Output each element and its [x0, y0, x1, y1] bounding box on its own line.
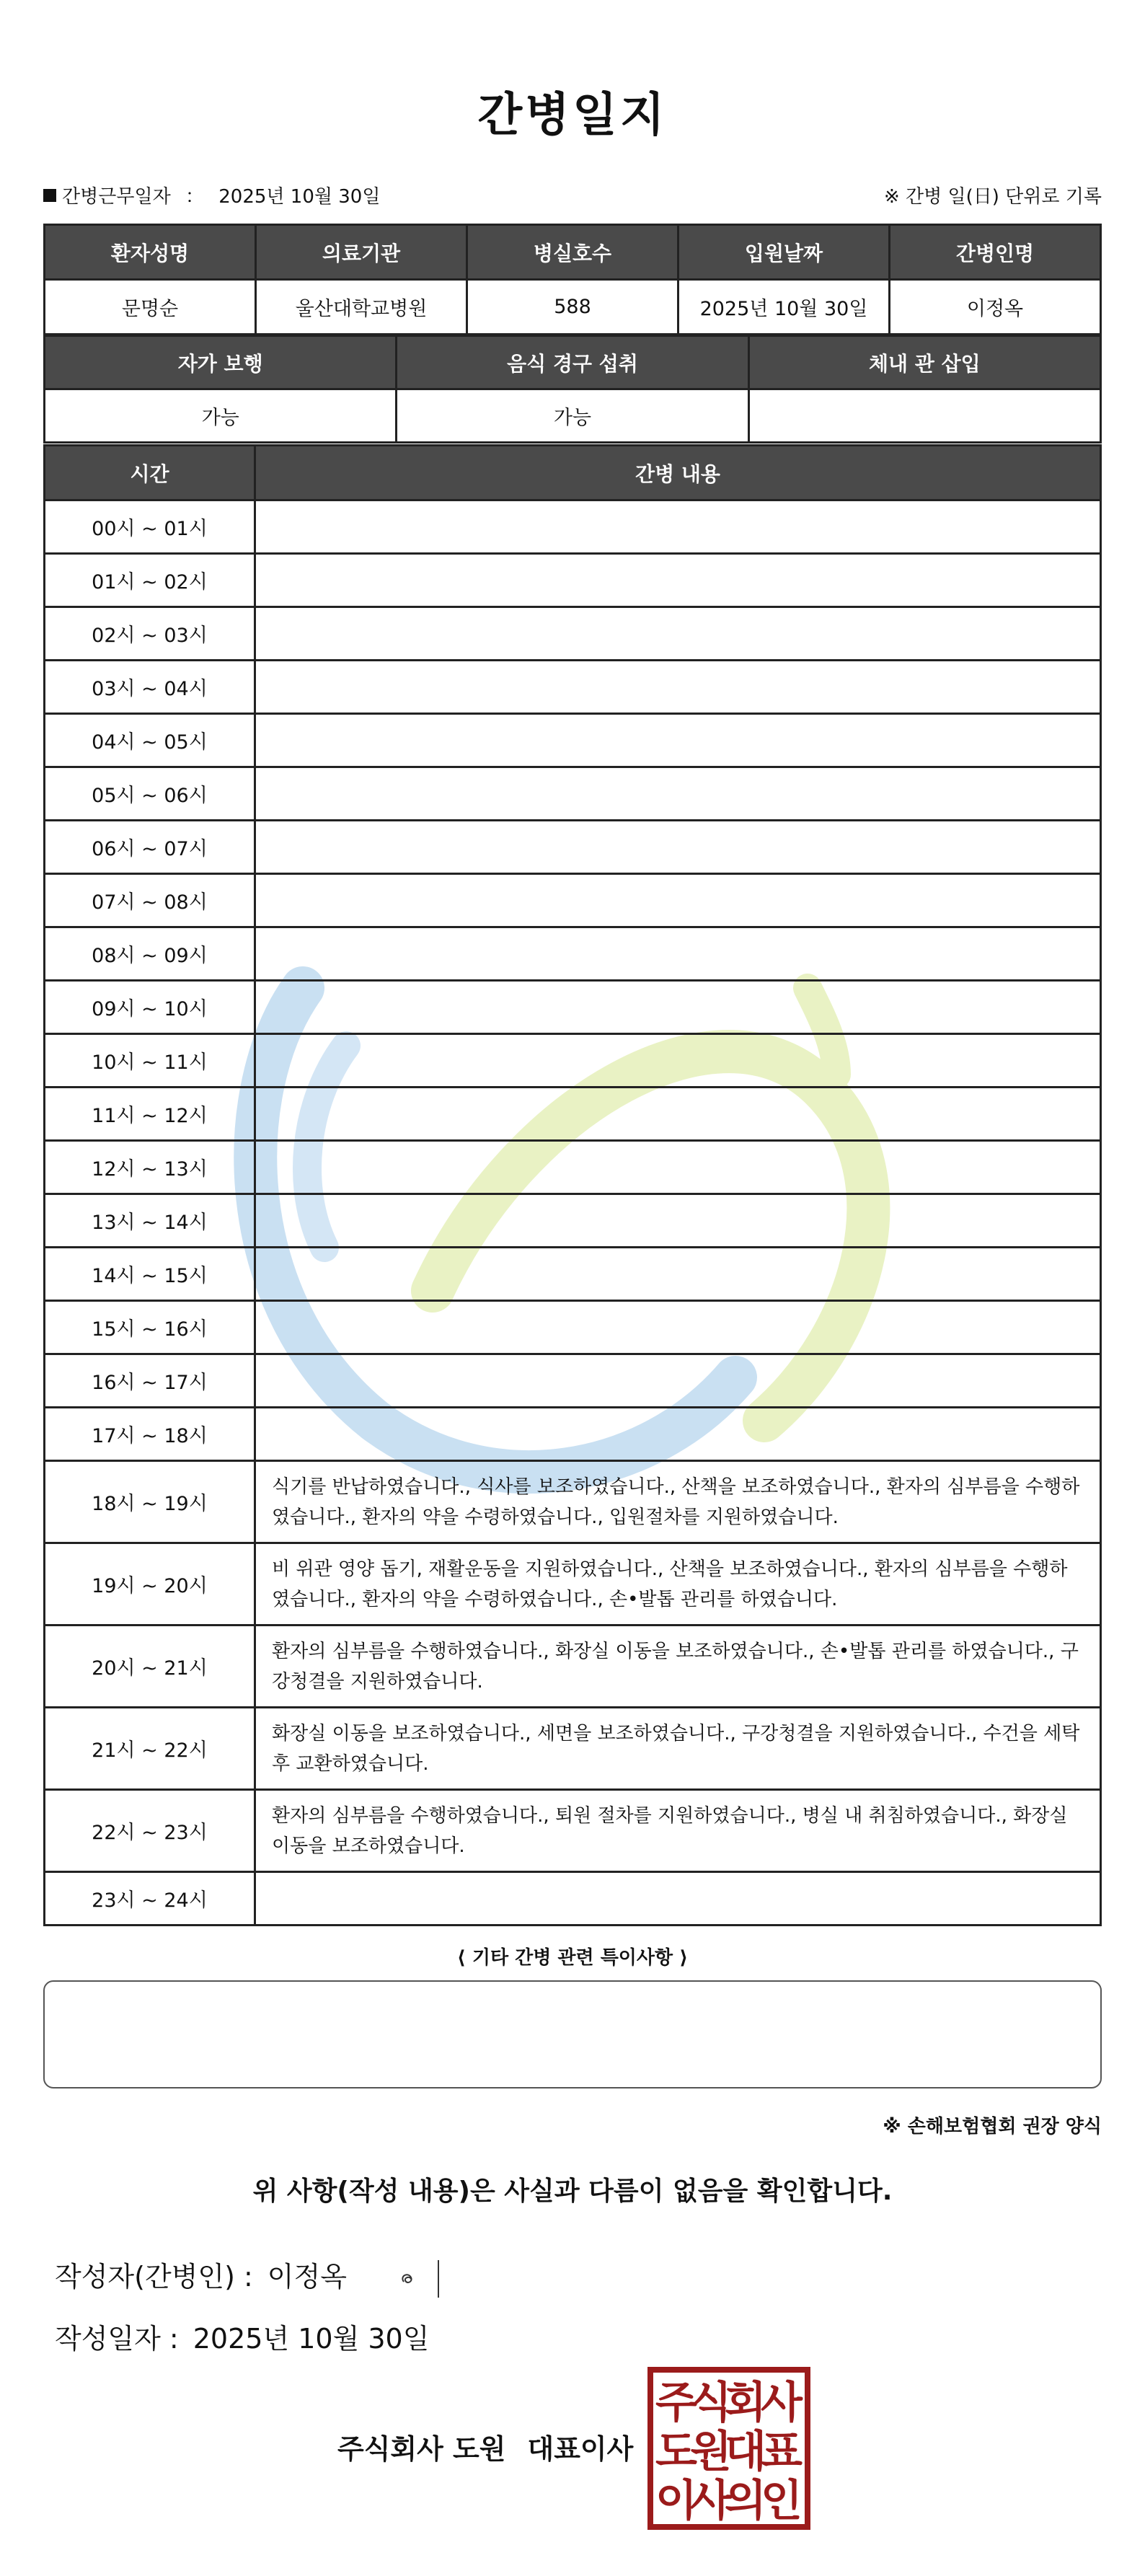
table-row: [45, 1872, 1101, 1926]
table-row: [45, 927, 1101, 981]
table-row: [45, 1034, 1101, 1088]
table-row: [45, 1354, 1101, 1408]
log-time: 18시 ~ 19시: [45, 1461, 255, 1543]
svg-text:사: 사: [761, 2378, 803, 2428]
form-note: ※ 손해보험협회 권장 양식: [883, 2116, 1102, 2138]
company-rep: 대표이사: [527, 2433, 634, 2465]
header-caregiver-name: 간병인명: [890, 225, 1101, 280]
log-content: 화장실 이동을 보조하였습니다., 세면을 보조하였습니다., 구강청결을 지원하였습니다., 수건을 세탁 후 교환하였습니다.: [255, 1708, 1101, 1790]
work-date: [43, 182, 380, 208]
table-row: [45, 714, 1101, 767]
header-tube-insertion: 체내 관 삽입: [748, 336, 1100, 389]
square-bullet-icon: [43, 189, 56, 202]
log-content: [255, 500, 1101, 554]
table-row: [45, 661, 1101, 714]
written-date-line: [55, 2316, 429, 2356]
log-time: 11시 ~ 12시: [45, 1088, 255, 1141]
table-row: [45, 554, 1101, 607]
written-date-value: 2025년 10월 30일: [193, 2323, 430, 2355]
log-content: [255, 607, 1101, 661]
log-content: [255, 1872, 1101, 1926]
table-row: [45, 767, 1101, 821]
log-time: 23시 ~ 24시: [45, 1872, 255, 1926]
meta-row: [43, 182, 1102, 211]
confirmation-statement: 위 사항(작성 내용)은 사실과 다름이 없음을 확인합니다.: [252, 2176, 893, 2206]
log-time: 04시 ~ 05시: [45, 714, 255, 767]
log-content: [255, 554, 1101, 607]
header-room-number: 병실호수: [467, 225, 678, 280]
log-time: 13시 ~ 14시: [45, 1194, 255, 1248]
log-time: 14시 ~ 15시: [45, 1248, 255, 1301]
table-row: [45, 1790, 1101, 1872]
company-name: 주식회사 도원: [337, 2433, 506, 2465]
written-date-label: 작성일자 :: [55, 2323, 179, 2355]
header-hospital: 의료기관: [256, 225, 467, 280]
patient-status-table: [43, 335, 1102, 444]
log-content: [255, 1194, 1101, 1248]
log-content: 식기를 반납하였습니다., 식사를 보조하였습니다., 산책을 보조하였습니다., 환자의 심부름을 수행하였습니다., 환자의 약을 수령하였습니다., 입원절차를 지원하였습니다.: [255, 1461, 1101, 1543]
signature-mark: [389, 2257, 447, 2301]
work-date-separator: ：: [185, 186, 204, 208]
svg-text:식: 식: [690, 2378, 732, 2428]
writer-name: 이정옥: [267, 2261, 347, 2293]
log-content: 환자의 심부름을 수행하였습니다., 퇴원 절차를 지원하였습니다., 병실 내 취침하였습니다., 화장실 이동을 보조하였습니다.: [255, 1790, 1101, 1872]
tube-insertion: [748, 389, 1100, 443]
log-content: [255, 1088, 1101, 1141]
log-content: [255, 1354, 1101, 1408]
log-content: [255, 714, 1101, 767]
log-time: 15시 ~ 16시: [45, 1301, 255, 1354]
svg-text:이: 이: [655, 2476, 697, 2526]
log-content: [255, 927, 1101, 981]
writer-line: [55, 2254, 347, 2294]
writer-label: 작성자(간병인) :: [55, 2261, 253, 2293]
svg-text:원: 원: [690, 2427, 732, 2477]
svg-text:사: 사: [690, 2476, 732, 2526]
svg-text:표: 표: [761, 2427, 803, 2477]
log-content: 비 위관 영양 돕기, 재활운동을 지원하였습니다., 산책을 보조하였습니다., 환자의 심부름을 수행하였습니다., 환자의 약을 수령하였습니다., 손•발톱 관리를 하였습니다.: [255, 1543, 1101, 1626]
log-content: [255, 1301, 1101, 1354]
log-time: 16시 ~ 17시: [45, 1354, 255, 1408]
log-time: 05시 ~ 06시: [45, 767, 255, 821]
log-time: 00시 ~ 01시: [45, 500, 255, 554]
work-date-value: 2025년 10월 30일: [218, 186, 381, 208]
table-row: [45, 1626, 1101, 1708]
table-row: [45, 607, 1101, 661]
table-row: [45, 1248, 1101, 1301]
self-walking: 가능: [45, 389, 397, 443]
log-time: 21시 ~ 22시: [45, 1708, 255, 1790]
header-oral-intake: 음식 경구 섭취: [397, 336, 748, 389]
table-row: [45, 1088, 1101, 1141]
log-content: 환자의 심부름을 수행하였습니다., 화장실 이동을 보조하였습니다., 손•발톱 관리를 하였습니다., 구강청결을 지원하였습니다.: [255, 1626, 1101, 1708]
patient-name: 문명순: [45, 280, 256, 335]
room-number: 588: [467, 280, 678, 335]
log-content: [255, 821, 1101, 874]
log-time: 06시 ~ 07시: [45, 821, 255, 874]
log-time: 07시 ~ 08시: [45, 874, 255, 927]
log-content: [255, 1248, 1101, 1301]
log-content: [255, 767, 1101, 821]
log-time: 03시 ~ 04시: [45, 661, 255, 714]
caregiver-name: 이정옥: [890, 280, 1101, 335]
table-row: [45, 500, 1101, 554]
document-title: 간병일지: [477, 89, 668, 142]
log-time: 20시 ~ 21시: [45, 1626, 255, 1708]
record-unit-note: ※ 간병 일(日) 단위로 기록: [883, 186, 1102, 208]
table-row: [45, 1708, 1101, 1790]
special-notes-box: [43, 1980, 1102, 2088]
table-row: [45, 1141, 1101, 1194]
table-row: [45, 821, 1101, 874]
special-notes-title: ⟨ 기타 간병 관련 특이사항 ⟩: [456, 1947, 689, 1969]
patient-info-table: [43, 224, 1102, 335]
table-row: [45, 1194, 1101, 1248]
log-content: [255, 1034, 1101, 1088]
svg-text:인: 인: [761, 2476, 803, 2526]
table-row: [45, 1543, 1101, 1626]
table-row: [45, 1408, 1101, 1461]
log-time: 10시 ~ 11시: [45, 1034, 255, 1088]
table-row: [45, 981, 1101, 1034]
hospital: 울산대학교병원: [256, 280, 467, 335]
header-self-walking: 자가 보행: [45, 336, 397, 389]
log-time: 02시 ~ 03시: [45, 607, 255, 661]
log-content: [255, 1408, 1101, 1461]
log-time: 17시 ~ 18시: [45, 1408, 255, 1461]
log-content: [255, 981, 1101, 1034]
header-patient-name: 환자성명: [45, 225, 256, 280]
svg-text:주: 주: [655, 2378, 697, 2428]
company-signature: [337, 2427, 633, 2466]
log-content: [255, 874, 1101, 927]
svg-text:도: 도: [655, 2427, 697, 2477]
log-content: [255, 661, 1101, 714]
company-seal-stamp: [646, 2365, 812, 2531]
table-row: [45, 1301, 1101, 1354]
care-log-table: [43, 444, 1102, 1926]
admission-date: 2025년 10월 30일: [678, 280, 890, 335]
log-content: [255, 1141, 1101, 1194]
svg-text:의: 의: [725, 2476, 766, 2526]
log-time: 12시 ~ 13시: [45, 1141, 255, 1194]
svg-text:대: 대: [725, 2427, 766, 2477]
header-admission-date: 입원날짜: [678, 225, 890, 280]
log-time: 09시 ~ 10시: [45, 981, 255, 1034]
table-row: [45, 874, 1101, 927]
oral-intake: 가능: [397, 389, 748, 443]
work-date-label: 간병근무일자: [62, 186, 171, 208]
header-time: 시간: [45, 446, 255, 500]
log-time: 08시 ~ 09시: [45, 927, 255, 981]
header-care-content: 간병 내용: [255, 446, 1101, 500]
log-time: 22시 ~ 23시: [45, 1790, 255, 1872]
log-time: 19시 ~ 20시: [45, 1543, 255, 1626]
table-row: [45, 1461, 1101, 1543]
log-time: 01시 ~ 02시: [45, 554, 255, 607]
svg-text:회: 회: [725, 2378, 766, 2428]
